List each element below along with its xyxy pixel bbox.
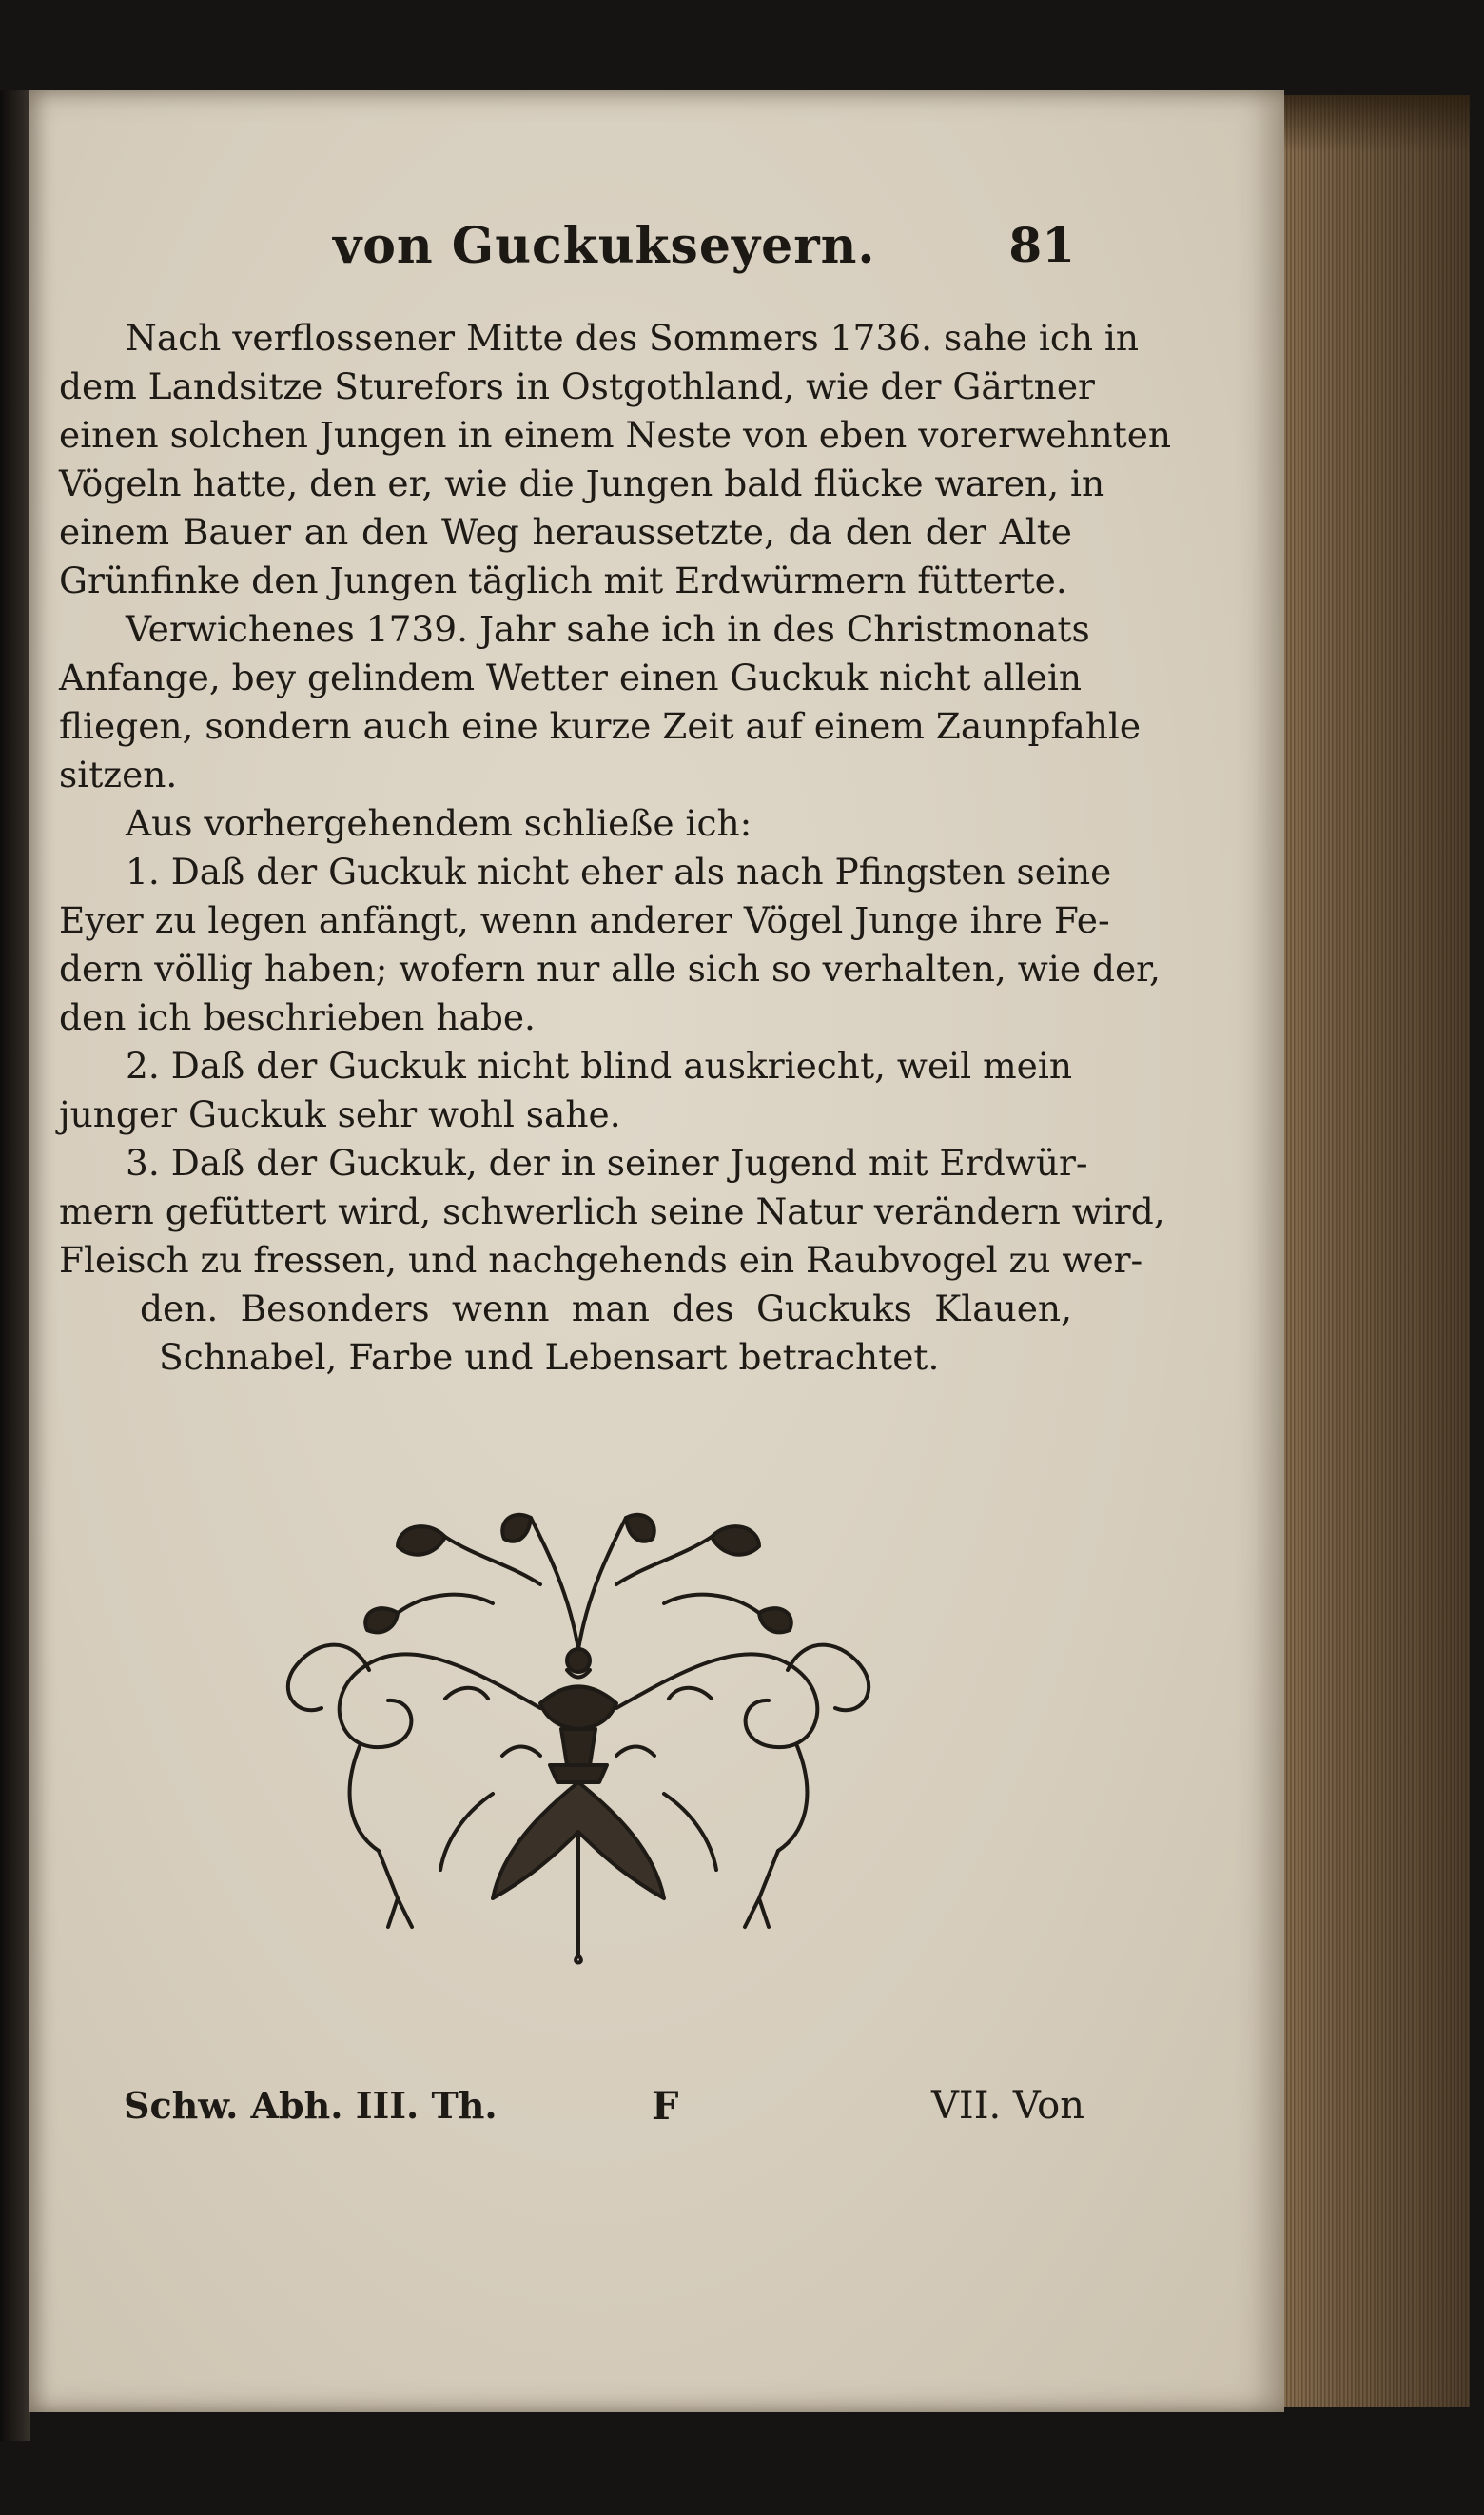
text-line: Vögeln hatte, den er, wie die Jungen bald flücke waren, in — [59, 462, 1105, 504]
page-footer — [124, 2084, 1084, 2141]
page-edges-top-shadow — [1279, 95, 1470, 152]
text-line: einen solchen Jungen in einem Neste von eben vorerwehnten — [59, 414, 1172, 456]
catchword: VII. Von — [931, 2084, 1084, 2128]
text-line: Nach verflossener Mitte des Sommers 1736. sahe ich in — [126, 317, 1140, 359]
text-line: mern gefüttert wird, schwerlich seine Natur verändern wird, — [59, 1190, 1165, 1232]
text-line: einem Bauer an den Weg heraussetzte, da den der Alte — [59, 511, 1072, 553]
text-line: Verwichenes 1739. Jahr sahe ich in des Christmonats — [126, 608, 1090, 650]
text-line: Anfange, bey gelindem Wetter einen Guckuk nicht allein — [59, 657, 1083, 698]
text-line: sitzen. — [59, 754, 178, 796]
page-number: 81 — [1008, 217, 1075, 273]
page-edges-shade — [1279, 95, 1470, 2407]
text-line: dern völlig haben; wofern nur alle sich so verhalten, wie der, — [59, 948, 1161, 990]
signature-mark: Schw. Abh. III. Th. — [124, 2084, 498, 2127]
vase-ornament-icon — [255, 1480, 902, 1975]
text-line: den. Besonders wenn man des Guckuks Klauen, — [140, 1287, 1072, 1329]
text-line: 2. Daß der Guckuk nicht blind auskriecht, weil mein — [126, 1045, 1072, 1087]
text-line: Fleisch zu fressen, und nachgehends ein Raubvogel zu wer- — [59, 1239, 1143, 1281]
text-line: junger Guckuk sehr wohl sahe. — [59, 1093, 621, 1135]
body-text — [59, 314, 1172, 1382]
text-line: Schnabel, Farbe und Lebensart betrachtet. — [159, 1336, 940, 1378]
text-line: 1. Daß der Guckuk nicht eher als nach Pfingsten seine — [126, 851, 1112, 893]
binding-edge — [0, 90, 30, 2441]
text-line: Grünfinke den Jungen täglich mit Erdwürmern fütterte. — [59, 560, 1067, 601]
text-line: 3. Daß der Guckuk, der in seiner Jugend mit Erdwür- — [126, 1142, 1088, 1184]
text-line: den ich beschrieben habe. — [59, 996, 536, 1038]
page-header — [57, 217, 1075, 293]
text-line: dem Landsitze Sturefors in Ostgothland, wie der Gärtner — [59, 365, 1095, 407]
text-line: Aus vorhergehendem schließe ich: — [126, 802, 752, 844]
sheet-letter: F — [652, 2084, 679, 2129]
running-title: von Guckukseyern. — [333, 217, 876, 275]
text-line: Eyer zu legen anfängt, wenn anderer Vögel Junge ihre Fe- — [59, 899, 1110, 941]
text-line: fliegen, sondern auch eine kurze Zeit auf einem Zaunpfahle — [59, 705, 1142, 747]
